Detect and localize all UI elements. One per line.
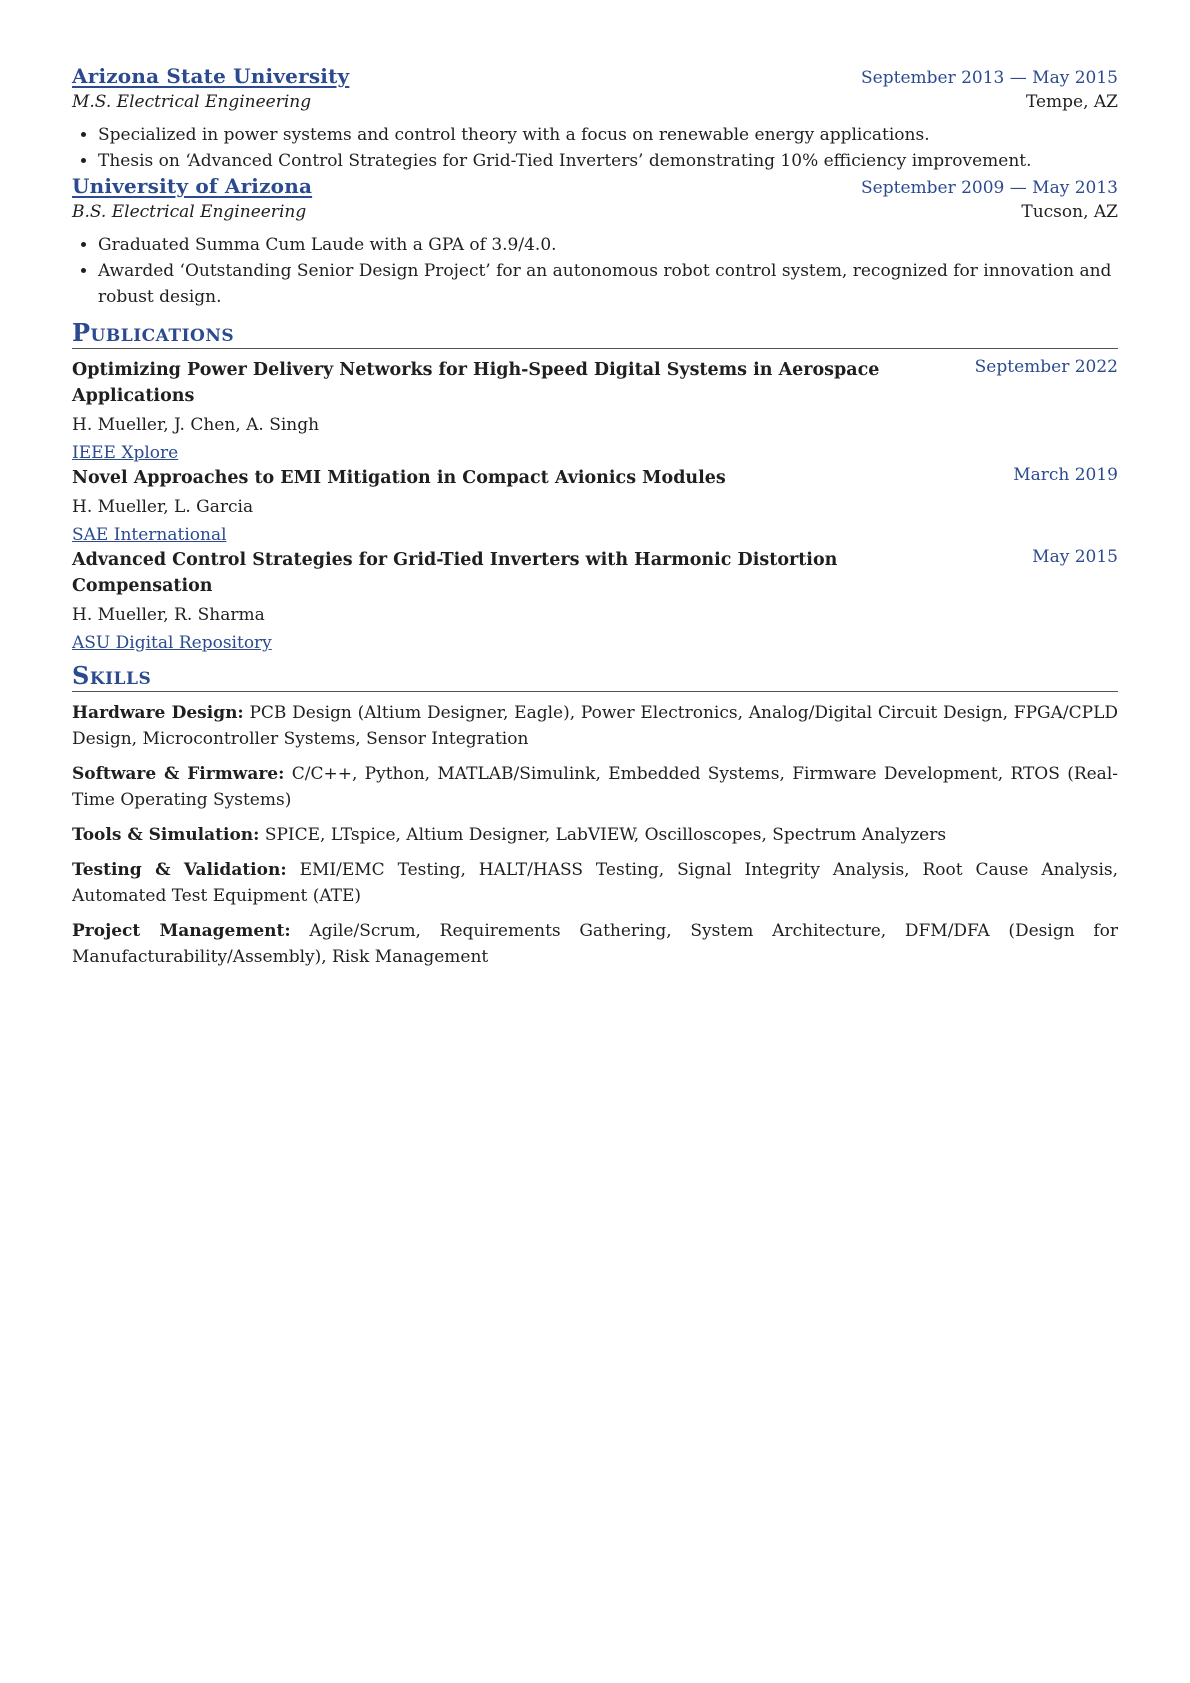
- education-dates: September 2009 — May 2013: [861, 178, 1118, 198]
- publication-date: May 2015: [1032, 547, 1118, 567]
- publication-date: September 2022: [974, 357, 1118, 377]
- section-heading-skills: Skills: [72, 661, 1118, 692]
- education-entry: [72, 64, 1118, 174]
- school-name-link[interactable]: Arizona State University: [72, 64, 350, 88]
- location: Tucson, AZ: [1021, 202, 1118, 222]
- publication-link[interactable]: SAE International: [72, 525, 227, 545]
- education-bullets: [72, 122, 1118, 174]
- skill-label: Project Management:: [72, 921, 291, 941]
- publication-date: March 2019: [1013, 465, 1118, 485]
- education-bullets: [72, 232, 1118, 310]
- list-item: • Graduated Summa Cum Laude with a GPA of 3.9/4.0.: [98, 232, 1118, 258]
- section-heading-publications: Publications: [72, 318, 1118, 349]
- publication-link[interactable]: IEEE Xplore: [72, 443, 179, 463]
- skill-text: Agile/Scrum, Requirements Gathering, System Architecture, DFM/DFA (Design for Manufacturability/Assembly), Risk Management: [72, 921, 1119, 967]
- publication-title: Optimizing Power Delivery Networks for High-Speed Digital Systems in Aerospace Applications: [72, 360, 880, 406]
- skill-label: Software & Firmware:: [72, 764, 285, 784]
- publication-entry: [72, 357, 1118, 463]
- list-item: • Thesis on ‘Advanced Control Strategies for Grid-Tied Inverters’ demonstrating 10% efficiency improvement.: [98, 148, 1118, 174]
- skill-row: [72, 822, 1118, 848]
- publication-title: Advanced Control Strategies for Grid-Tied Inverters with Harmonic Distortion Compensation: [72, 550, 838, 596]
- publication-authors: H. Mueller, R. Sharma: [72, 605, 265, 625]
- degree: B.S. Electrical Engineering: [72, 202, 307, 222]
- publication-entry: [72, 465, 1118, 545]
- publication-title: Novel Approaches to EMI Mitigation in Compact Avionics Modules: [72, 468, 726, 488]
- education-dates: September 2013 — May 2015: [861, 68, 1118, 88]
- skill-row: [72, 857, 1118, 909]
- school-name-link[interactable]: University of Arizona: [72, 174, 313, 198]
- publication-authors: H. Mueller, J. Chen, A. Singh: [72, 415, 320, 435]
- publication-authors: H. Mueller, L. Garcia: [72, 497, 254, 517]
- skill-label: Tools & Simulation:: [72, 825, 260, 845]
- publication-entry: [72, 547, 1118, 653]
- list-item: • Specialized in power systems and control theory with a focus on renewable energy applications.: [98, 122, 1118, 148]
- skill-row: [72, 918, 1118, 970]
- list-item: • Awarded ‘Outstanding Senior Design Project’ for an autonomous robot control system, recognized for innovation and robust design.: [98, 258, 1118, 310]
- skill-text: SPICE, LTspice, Altium Designer, LabVIEW, Oscilloscopes, Spectrum Analyzers: [264, 825, 947, 845]
- skill-text: C/C++, Python, MATLAB/Simulink, Embedded Systems, Firmware Development, RTOS (Real-Time Operating Systems): [72, 764, 1119, 810]
- skill-row: [72, 700, 1118, 752]
- skill-label: Testing & Validation:: [72, 860, 287, 880]
- skill-label: Hardware Design:: [72, 703, 244, 723]
- degree: M.S. Electrical Engineering: [72, 92, 312, 112]
- skill-text: EMI/EMC Testing, HALT/HASS Testing, Signal Integrity Analysis, Root Cause Analysis, Automated Test Equipment (ATE): [72, 860, 1119, 906]
- skill-row: [72, 761, 1118, 813]
- education-entry: [72, 174, 1118, 310]
- location: Tempe, AZ: [1025, 92, 1118, 112]
- skill-text: PCB Design (Altium Designer, Eagle), Power Electronics, Analog/Digital Circuit Design, FPGA/CPLD Design, Microcontroller Systems, Sensor Integration: [72, 703, 1118, 749]
- publication-link[interactable]: ASU Digital Repository: [72, 633, 272, 653]
